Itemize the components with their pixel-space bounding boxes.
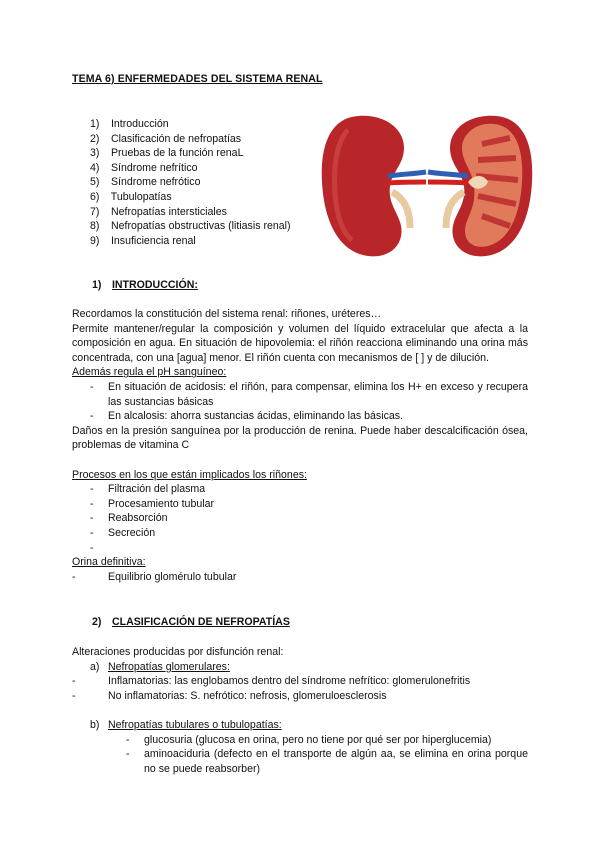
list-item: - Filtración del plasma [90,483,206,496]
list-item: - Reabsorción [90,512,168,525]
sublist-heading-a: a) Nefropatías glomerulares: [90,660,230,673]
subheading-ph: Además regula el pH sanguíneo: [72,366,227,379]
paragraph: Permite mantener/regular la composición y volumen del líquido extracelular que afecta a la composición en agua. En situación de hipovolemia: el riñón reacciona eliminando una orina más concentrada, con una [agua] menor. El riñón cuenta con mecanismos de [ ] y de dilución. [72,322,528,364]
list-item: - Procesamiento tubular [90,497,214,510]
list-item: - En alcalosis: ahorra sustancias ácidas, eliminando las básicas. [90,410,404,423]
list-item: - En situación de acidosis: el riñón, para compensar, elimina los H+ en exceso y recupera las sustancias básicas [90,380,528,408]
list-item: - glucosuria (glucosa en orina, pero no tiene por qué ser por hiperglucemia) [126,733,492,746]
list-item: - Secreción [90,526,156,539]
paragraph: Recordamos la constitución del sistema renal: riñones, uréteres… [72,308,382,320]
list-item: - Inflamatorias: las englobamos dentro del síndrome nefrítico: glomerulonefritis [72,675,471,688]
toc-item: 7) Nefropatías intersticiales [90,205,227,218]
list-item-empty: - [90,541,94,554]
artery-right [428,182,468,183]
paragraph: Alteraciones producidas por disfunción renal: [72,646,284,658]
toc-item: 2) Clasificación de nefropatías [90,132,242,145]
list-item: - aminoaciduria (defecto en el transporte de algún aa, se elimina en orina porque no se puede reabsorber) [126,748,528,775]
toc-item: 3) Pruebas de la función renaL [90,147,244,160]
subheading-orina: Orina definitiva: [72,556,146,569]
list-item: - No inflamatorias: S. nefrótico: nefrosis, glomeruloesclerosis [72,689,387,702]
table-of-contents [90,117,291,248]
section-heading-1: 1) INTRODUCCIÓN: [92,279,198,291]
document-title: TEMA 6) ENFERMEDADES DEL SISTEMA RENAL [72,73,323,85]
artery-left [388,182,426,183]
list-item: - Equilibrio glomérulo tubular [72,570,237,583]
paragraph: Daños en la presión sanguínea por la producción de renina. Puede haber descalcificación ósea, problemas de vitamina C [72,424,528,452]
toc-item: 9) Insuficiencia renal [90,234,196,247]
toc-item: 1) Introducción [90,118,169,130]
section-heading-2: 2) CLASIFICACIÓN DE NEFROPATÍAS [92,616,290,628]
section-1-body [72,307,528,584]
section-2-body [72,645,528,776]
subheading-procesos: Procesos en los que están implicados los riñones: [72,468,307,481]
toc-item: 5) Síndrome nefrótico [90,176,201,189]
toc-item: 6) Tubulopatías [90,190,172,203]
toc-item: 4) Síndrome nefrítico [90,161,198,174]
toc-item: 8) Nefropatías obstructivas (litiasis renal) [90,220,291,233]
kidney-illustration [318,112,536,260]
sublist-heading-b: b) Nefropatías tubulares o tubulopatías: [90,718,282,731]
